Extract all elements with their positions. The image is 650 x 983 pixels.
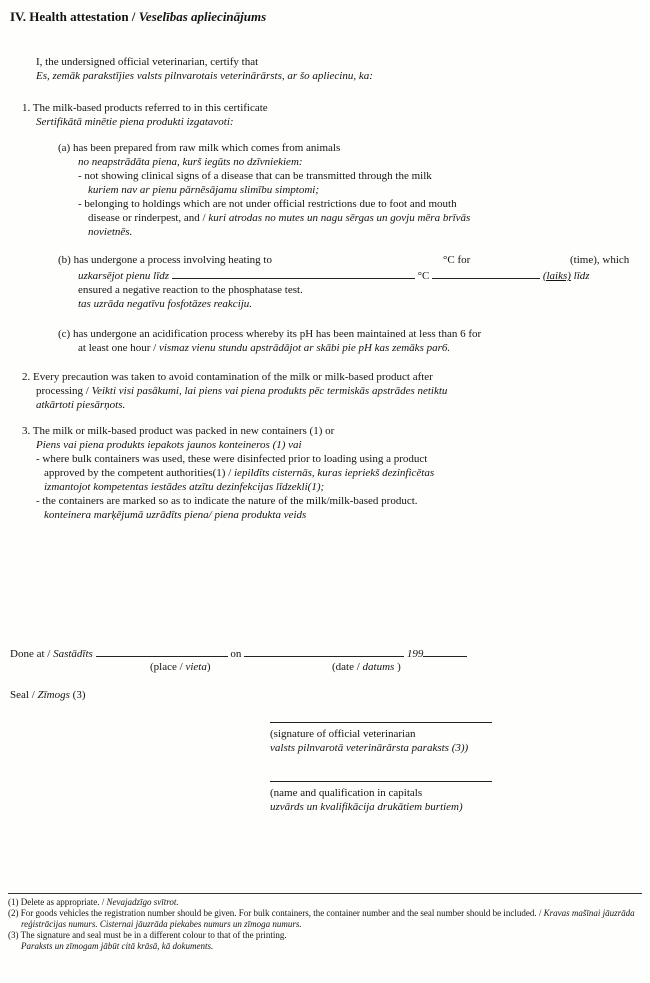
place-label [150, 660, 211, 674]
clause-3-dash2-en: - the containers are marked so as to indicate the nature of the milk/milk-based product. [36, 495, 418, 507]
name-caption-en: (name and qualification in capitals [270, 787, 423, 799]
done-at-en: Done at / [10, 648, 54, 660]
clause-2-line2 [36, 384, 650, 398]
clause-1c-en1: (c) has undergone an acidification process whereby its pH has been maintained at less than 6 for [58, 328, 482, 340]
footnote-1-en: (1) Delete as appropriate. / [8, 897, 107, 907]
clause-1-lv: Sertifikātā minētie piena produkti izgatavoti: [36, 116, 234, 128]
intro-paragraph [36, 55, 650, 83]
clause-3-dash1-lv2: izmantojot kompetentas iestādes atzītu dezinfekcijas līdzekli(1); [44, 481, 325, 493]
seal-label [10, 688, 85, 702]
signature-block [270, 722, 510, 814]
clause-3-lv: Piens vai piena produkts iepakots jaunos konteineros (1) vai [36, 439, 302, 451]
clause-1b-en1: (b) has undergone a process involving heating to [58, 254, 272, 266]
clause-1b-lv1: uzkarsējot pienu līdz [78, 270, 170, 282]
date-label-lv: datums [362, 661, 395, 673]
clause-2-lv2: atkārtoti piesārņots. [36, 399, 126, 411]
done-on-label: on [230, 648, 242, 660]
clause-1a-dash2-en2: disease or rinderpest, and / [88, 212, 209, 224]
clause-1c-lv: vismaz vienu stundu apstrādājot ar skābi pie pH kas zemāks par6. [158, 342, 451, 354]
section-heading-lv: Veselības apliecinājums [138, 9, 267, 24]
footnote-2-lv: Kravas mašīnai jāuzrāda reģistrācijas numurs. Cisternai jāuzrāda piekabes numurs un zīmoga numurs. [21, 908, 635, 929]
clause-2-en1: 2. Every precaution was taken to avoid contamination of the milk or milk-based product after [22, 371, 433, 383]
clause-1b-lv2: tas uzrāda negatīvu fosfotāzes reakciju. [78, 298, 253, 310]
clause-3-dash1-line2 [44, 466, 650, 480]
clause-1a-dash2-en1: - belonging to holdings which are not under official restrictions due to foot and mouth [78, 198, 457, 210]
clause-1b-unit1: °C for [443, 254, 471, 266]
date-label-close: ) [394, 661, 401, 673]
clause-2-lv1: Veikti visi pasākumi, lai piens vai piena produkts pēc termiskās apstrādes netiktu [91, 385, 448, 397]
date-label-en: (date / [332, 661, 363, 673]
signature-caption-en: (signature of official veterinarian [270, 728, 416, 740]
section-heading [0, 0, 650, 25]
clause-1a-dash2-lv1: kuri atrodas no mutes un nagu sērgas un govju mēra brīvās [208, 212, 471, 224]
clause-1c-en2: at least one hour / [78, 342, 159, 354]
section-heading-en: IV. Health attestation / [10, 9, 139, 24]
clause-1b-lidz: līdz [570, 270, 590, 282]
intro-line-en: I, the undersigned official veterinarian, certify that [36, 56, 259, 68]
clause-3 [22, 424, 650, 522]
clause-3-dash1-lv1: iepildīts cisternās, kuras iepriekš dezinficētas [234, 467, 435, 479]
clause-1b-row2 [78, 267, 650, 283]
clause-1b-unit2: °C [417, 270, 430, 282]
clause-3-dash2-lv: konteinera marķējumā uzrādīts piena/ piena produkta veids [44, 509, 307, 521]
done-at-row [10, 645, 467, 661]
done-at-lv: Sastādīts [53, 648, 93, 660]
signature-caption-lv: valsts pilnvarotā veterinārārsta paraksts (3)) [270, 742, 469, 754]
name-line [270, 781, 492, 782]
clause-3-dash1-en2: approved by the competent authorities(1) / [44, 467, 234, 479]
done-labels-row [0, 660, 650, 674]
footnote-2-en: (2) For goods vehicles the registration number should be given. For bulk containers, the container number and the seal number should be included. / [8, 908, 544, 918]
blank-time [432, 267, 540, 279]
footnote-1 [8, 897, 642, 908]
clause-1-en: 1. The milk-based products referred to in this certificate [22, 102, 268, 114]
place-label-lv: vieta [185, 661, 207, 673]
clause-1a-dash2-lv2: novietnēs. [88, 226, 133, 238]
footnote-2 [8, 908, 642, 930]
date-label [332, 660, 401, 674]
clause-1c-line2 [78, 341, 650, 355]
seal-label-en: Seal / [10, 689, 38, 701]
clause-3-en: 3. The milk or milk-based product was packed in new containers (1) or [22, 425, 335, 437]
blank-temperature [172, 267, 415, 279]
footnote-1-lv: Nevajadzīgo svītrot. [106, 897, 179, 907]
footnotes [8, 893, 642, 952]
name-caption-lv: uzvārds un kvalifikācija drukātiem burtiem) [270, 801, 463, 813]
blank-year [423, 645, 467, 657]
place-label-en: (place / [150, 661, 186, 673]
clause-1b-laiks: (laiks) [542, 270, 571, 282]
place-label-close: ) [206, 661, 211, 673]
seal-ref: (3) [69, 689, 86, 701]
clause-1 [22, 101, 650, 355]
clause-1a [58, 141, 650, 239]
footnote-3-en: (3) The signature and seal must be in a different colour to that of the printing. [8, 930, 287, 940]
clause-1b-en2: ensured a negative reaction to the phosphatase test. [78, 284, 303, 296]
seal-label-lv: Zīmogs [37, 689, 70, 701]
clause-1b-time: (time), which [570, 254, 630, 266]
clause-1a-dash1-en: - not showing clinical signs of a disease that can be transmitted through the milk [78, 170, 432, 182]
clause-1c [58, 327, 650, 355]
clause-1a-dash2-line2 [88, 211, 650, 225]
clause-1b [58, 253, 650, 311]
blank-date [244, 645, 404, 657]
clause-1b-row1 [58, 253, 650, 267]
footnote-3-lv: Paraksts un zīmogam jābūt citā krāsā, kā dokuments. [21, 941, 214, 951]
done-year: 199 [406, 648, 424, 660]
blank-place [96, 645, 228, 657]
clause-1a-en: (a) has been prepared from raw milk which comes from animals [58, 142, 341, 154]
clause-1a-lv: no neapstrādāta piena, kurš iegūts no dzīvniekiem: [78, 156, 303, 168]
signature-line [270, 722, 492, 723]
clause-1a-dash1-lv: kuriem nav ar pienu pārnēsājamu slimību simptomi; [88, 184, 319, 196]
clause-3-dash1-en1: - where bulk containers was used, these were disinfected prior to loading using a product [36, 453, 428, 465]
clause-2-en2: processing / [36, 385, 92, 397]
clause-2 [22, 370, 650, 412]
intro-line-lv: Es, zemāk parakstījies valsts pilnvarotais veterinārārsts, ar šo apliecinu, ka: [36, 70, 373, 82]
